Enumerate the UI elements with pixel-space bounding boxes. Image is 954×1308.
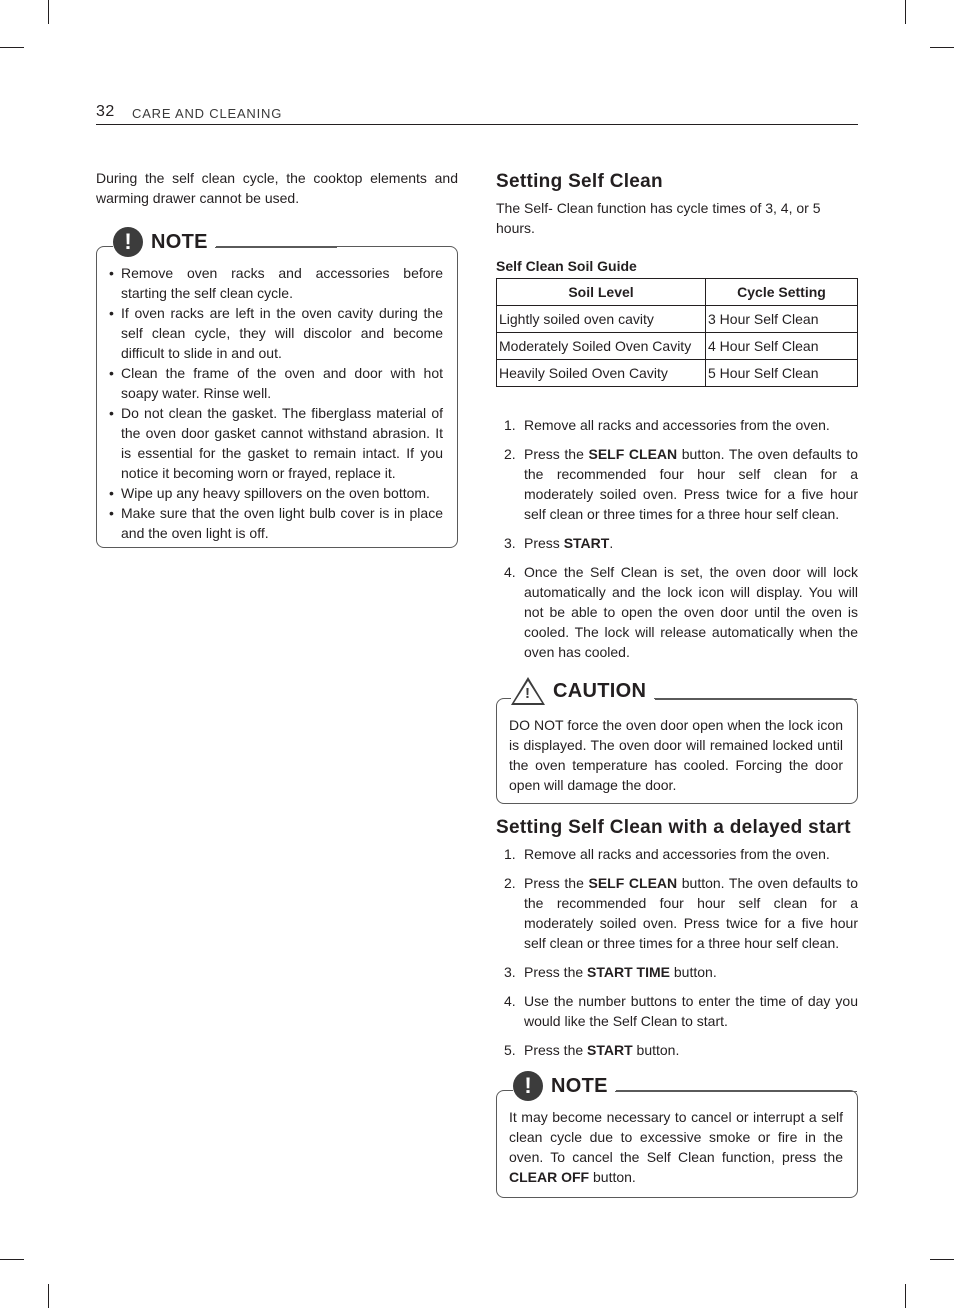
crop-mark xyxy=(905,0,906,24)
crop-mark xyxy=(0,47,24,48)
page-number: 32 xyxy=(96,103,115,120)
crop-mark xyxy=(0,1259,24,1260)
caution-text: DO NOT force the oven door open when the lock icon is displayed. The oven door will remained locked until the oven temperature has cooled. Forcing the door open will damage the door. xyxy=(509,717,843,793)
table-cell: 5 Hour Self Clean xyxy=(706,360,858,387)
caution-header xyxy=(511,677,654,705)
note-item: • Do not clean the gasket. The fiberglass material of the oven door gasket cannot withstand abrasion. It is essential for the gasket to remain intact. If you notice it becoming worn or frayed, replace it. xyxy=(109,403,443,483)
warning-icon: ! xyxy=(511,677,545,705)
table-row xyxy=(497,360,858,387)
steps-list xyxy=(496,415,858,662)
caution-box xyxy=(496,680,858,804)
crop-mark xyxy=(930,47,954,48)
table-cell: Lightly soiled oven cavity xyxy=(497,306,706,333)
step-item: 1. Remove all racks and accessories from the oven. xyxy=(504,417,830,433)
note-title: NOTE xyxy=(551,1075,608,1097)
crop-mark xyxy=(48,0,49,24)
note-list xyxy=(109,263,443,543)
table-header-row xyxy=(497,279,858,306)
note-text: It may become necessary to cancel or interrupt a self clean cycle due to excessive smoke or fire in the oven. To cancel the Self Clean function, press the CLEAR OFF button. xyxy=(509,1109,843,1185)
crop-mark xyxy=(48,1284,49,1308)
table-cell: 3 Hour Self Clean xyxy=(706,306,858,333)
table-row xyxy=(497,306,858,333)
note-box xyxy=(96,229,458,548)
column-header: Soil Level xyxy=(497,279,706,306)
step-item: 1. Remove all racks and accessories from the oven. xyxy=(504,846,830,862)
intro-paragraph: During the self clean cycle, the cooktop elements and warming drawer cannot be used. xyxy=(96,170,458,206)
section-title: CARE AND CLEANING xyxy=(132,106,283,121)
note-item: • If oven racks are left in the oven cavity during the self clean cycle, they will discolor and become difficult to slide in and out. xyxy=(109,303,443,363)
table-cell: Heavily Soiled Oven Cavity xyxy=(497,360,706,387)
note-box xyxy=(496,1073,858,1198)
guide-title: Self Clean Soil Guide xyxy=(496,258,637,274)
step-item: 5. Press the START button. xyxy=(504,1042,680,1058)
cycle-intro: The Self- Clean function has cycle times of 3, 4, or 5 hours. xyxy=(496,200,821,236)
step-item: 2. Press the SELF CLEAN button. The oven defaults to the recommended four hour self clean for a moderately soiled oven. Press twice for a five hour self clean or three times for a three hour self clean. xyxy=(504,446,858,522)
note-item: • Clean the frame of the oven and door with hot soapy water. Rinse well. xyxy=(109,363,443,403)
crop-mark xyxy=(930,1259,954,1260)
column-header: Cycle Setting xyxy=(706,279,858,306)
section-heading: Setting Self Clean xyxy=(496,171,663,192)
step-item: 3. Press the START TIME button. xyxy=(504,964,717,980)
note-header-rule xyxy=(215,247,337,248)
note-item: • Make sure that the oven light bulb cover is in place and the oven light is off. xyxy=(109,503,443,543)
note-item: • Remove oven racks and accessories before starting the self clean cycle. xyxy=(109,263,443,303)
step-item: 4. Once the Self Clean is set, the oven door will lock automatically and the lock icon will display. You will not be able to open the oven door until the oven is cooled. The lock will release automatically when the oven has cooled. xyxy=(504,564,858,660)
soil-guide-table xyxy=(496,278,858,387)
step-item: 4. Use the number buttons to enter the time of day you would like the Self Clean to start. xyxy=(504,993,858,1029)
section-heading: Setting Self Clean with a delayed start xyxy=(496,817,851,838)
left-column xyxy=(96,168,458,548)
steps-list xyxy=(496,844,858,1060)
step-item: 2. Press the SELF CLEAN button. The oven defaults to the recommended four hour self clean for a moderately soiled oven. Press twice for a five hour self clean or three times for a three hour self clean. xyxy=(504,875,858,951)
note-header-rule xyxy=(615,1091,857,1092)
caution-title: CAUTION xyxy=(553,680,647,702)
note-item: • Wipe up any heavy spillovers on the oven bottom. xyxy=(109,483,443,503)
caution-header-rule xyxy=(655,699,857,700)
step-item: 3. Press START. xyxy=(504,535,614,551)
exclamation-icon: ! xyxy=(113,227,143,257)
right-column xyxy=(496,170,858,1198)
table-cell: 4 Hour Self Clean xyxy=(706,333,858,360)
crop-mark xyxy=(905,1284,906,1308)
exclamation-icon: ! xyxy=(513,1071,543,1101)
page-header xyxy=(96,102,858,125)
note-header xyxy=(513,1071,616,1101)
table-row xyxy=(497,333,858,360)
note-header xyxy=(113,227,216,257)
note-title: NOTE xyxy=(151,231,208,253)
table-cell: Moderately Soiled Oven Cavity xyxy=(497,333,706,360)
